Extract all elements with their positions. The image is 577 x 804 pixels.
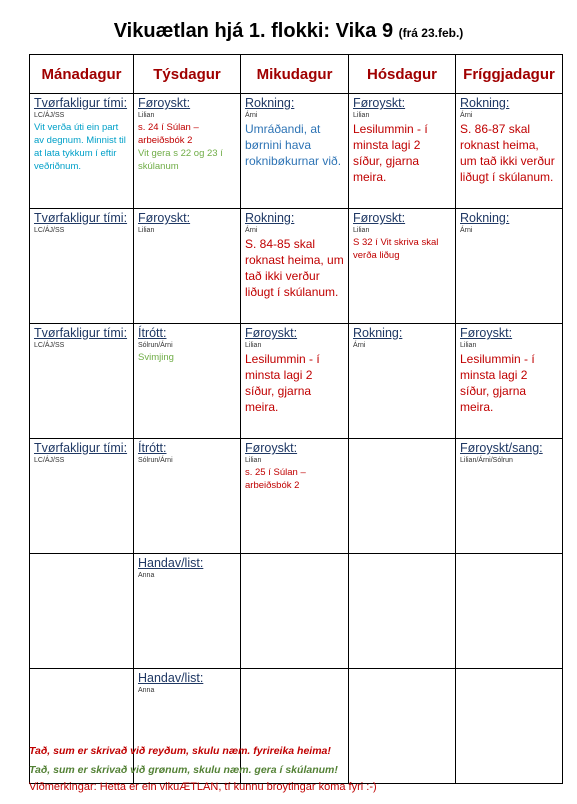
subject-label: Føroyskt: bbox=[460, 326, 513, 340]
lesson-row bbox=[30, 94, 563, 209]
lesson-cell bbox=[30, 554, 134, 669]
lesson-row bbox=[30, 209, 563, 324]
lesson-cell bbox=[241, 439, 349, 554]
subject-label: Føroyskt: bbox=[138, 211, 191, 225]
subject-label: Tvørfakligur tími: bbox=[34, 211, 128, 225]
day-header: Mikudagur bbox=[241, 55, 349, 94]
lesson-cell bbox=[456, 439, 563, 554]
subject-label: Rokning: bbox=[460, 211, 510, 225]
teacher-label: Lilian bbox=[138, 227, 155, 234]
subject-label: Ítrótt: bbox=[138, 441, 167, 455]
subject-label: Føroyskt: bbox=[245, 326, 298, 340]
schedule-table bbox=[29, 54, 563, 784]
lesson-cell bbox=[134, 324, 241, 439]
subject-label: Føroyskt: bbox=[245, 441, 298, 455]
lesson-cell bbox=[30, 439, 134, 554]
teacher-label: Lilian bbox=[138, 112, 155, 119]
subject-label: Føroyskt/sang: bbox=[460, 441, 543, 455]
teacher-label: Árni bbox=[245, 112, 258, 119]
day-header: Hósdagur bbox=[349, 55, 456, 94]
lesson-row bbox=[30, 324, 563, 439]
lesson-note: S 32 í Vit skriva skal verða liðug bbox=[353, 237, 439, 261]
lesson-cell bbox=[456, 209, 563, 324]
lesson-note: S. 84-85 skal roknast heima, um tað ikki verður liðugt í skúlanum. bbox=[245, 237, 344, 299]
subject-label: Føroyskt: bbox=[138, 96, 191, 110]
lesson-cell bbox=[241, 94, 349, 209]
day-header: Týsdagur bbox=[134, 55, 241, 94]
lesson-cell bbox=[30, 94, 134, 209]
lesson-cell bbox=[349, 554, 456, 669]
lesson-note: Umráðandi, at børnini hava roknibøkurnar við. bbox=[245, 122, 342, 168]
day-header: Mánadagur bbox=[30, 55, 134, 94]
teacher-label: Lilian bbox=[353, 112, 370, 119]
lesson-cell bbox=[134, 94, 241, 209]
lesson-cell bbox=[30, 209, 134, 324]
teacher-label: Árni bbox=[245, 227, 258, 234]
day-header: Fríggjadagur bbox=[456, 55, 563, 94]
teacher-label: LC/ÁJ/SS bbox=[34, 227, 65, 234]
subject-label: Ítrótt: bbox=[138, 326, 167, 340]
lesson-cell bbox=[456, 324, 563, 439]
teacher-label: LC/ÁJ/SS bbox=[34, 457, 65, 464]
lesson-note: Lesilummin - í minsta lagi 2 síður, gjarna meira. bbox=[460, 352, 535, 414]
legend-green: Tað, sum er skrivað við grønum, skulu næm. gera í skúlanum! bbox=[29, 764, 338, 776]
subject-label: Rokning: bbox=[353, 326, 403, 340]
legend-red: Tað, sum er skrivað við reyðum, skulu næm. fyrireika heima! bbox=[29, 745, 331, 757]
teacher-label: LC/ÁJ/SS bbox=[34, 342, 65, 349]
subject-label: Rokning: bbox=[245, 96, 295, 110]
teacher-label: Lilian bbox=[245, 342, 262, 349]
subject-label: Tvørfakligur tími: bbox=[34, 326, 128, 340]
subject-label: Tvørfakligur tími: bbox=[34, 441, 128, 455]
teacher-label: Sólrun/Árni bbox=[138, 457, 173, 464]
lesson-row bbox=[30, 439, 563, 554]
lesson-cell bbox=[241, 554, 349, 669]
lesson-note: Lesilummin - í minsta lagi 2 síður, gjarna meira. bbox=[353, 122, 428, 184]
lesson-cell bbox=[456, 94, 563, 209]
lesson-cell bbox=[349, 94, 456, 209]
subject-label: Rokning: bbox=[460, 96, 510, 110]
teacher-label: Lilian/Árni/Sólrun bbox=[460, 457, 513, 464]
lesson-cell bbox=[456, 554, 563, 669]
subject-label: Rokning: bbox=[245, 211, 295, 225]
lesson-cell bbox=[30, 324, 134, 439]
lesson-cell bbox=[134, 209, 241, 324]
day-header-row bbox=[30, 55, 563, 94]
teacher-label: Árni bbox=[353, 342, 366, 349]
lesson-cell bbox=[456, 669, 563, 784]
lesson-note: Svimjing bbox=[138, 352, 174, 363]
lesson-cell bbox=[134, 439, 241, 554]
lesson-cell bbox=[241, 209, 349, 324]
teacher-label: Lilian bbox=[353, 227, 370, 234]
subject-label: Føroyskt: bbox=[353, 211, 406, 225]
lesson-note: s. 24 í Súlan – arbeiðsbók 2 bbox=[138, 122, 199, 146]
subject-label: Tvørfakligur tími: bbox=[34, 96, 128, 110]
lesson-note: Lesilummin - í minsta lagi 2 síður, gjarna meira. bbox=[245, 352, 320, 414]
lesson-cell bbox=[349, 209, 456, 324]
teacher-label: Lilian bbox=[460, 342, 477, 349]
teacher-label: Árni bbox=[460, 112, 473, 119]
title-date: (frá 23.feb.) bbox=[398, 26, 464, 40]
title-main: Vikuætlan hjá 1. flokki: Vika 9 bbox=[113, 20, 394, 42]
teacher-label: Lilian bbox=[245, 457, 262, 464]
lesson-cell bbox=[134, 554, 241, 669]
lesson-row bbox=[30, 554, 563, 669]
subject-label: Handav/list: bbox=[138, 671, 204, 685]
page-title bbox=[0, 20, 577, 43]
teacher-label: Árni bbox=[460, 227, 473, 234]
lesson-cell bbox=[349, 669, 456, 784]
lesson-note: s. 25 í Súlan – arbeiðsbók 2 bbox=[245, 467, 306, 491]
teacher-label: Anna bbox=[138, 687, 155, 694]
teacher-label: Sólrun/Árni bbox=[138, 342, 173, 349]
teacher-label: Anna bbox=[138, 572, 155, 579]
lesson-cell bbox=[349, 324, 456, 439]
lesson-cell bbox=[241, 324, 349, 439]
subject-label: Føroyskt: bbox=[353, 96, 406, 110]
teacher-label: LC/ÁJ/SS bbox=[34, 112, 65, 119]
lesson-note: S. 86-87 skal roknast heima, um tað ikki verður liðugt í skúlanum. bbox=[460, 122, 555, 184]
lesson-note: Vit verða úti ein part av degnum. Minnist til at lata tykkum í eftir veðriðnum. bbox=[34, 122, 126, 172]
subject-label: Handav/list: bbox=[138, 556, 204, 570]
lesson-cell bbox=[349, 439, 456, 554]
lesson-note: Vit gera s 22 og 23 í skúlanum bbox=[138, 148, 223, 172]
remark: Viðmerkingar: Hetta er ein vikuÆTLAN, tí kunnu broytingar koma fyri :-) bbox=[29, 781, 377, 793]
